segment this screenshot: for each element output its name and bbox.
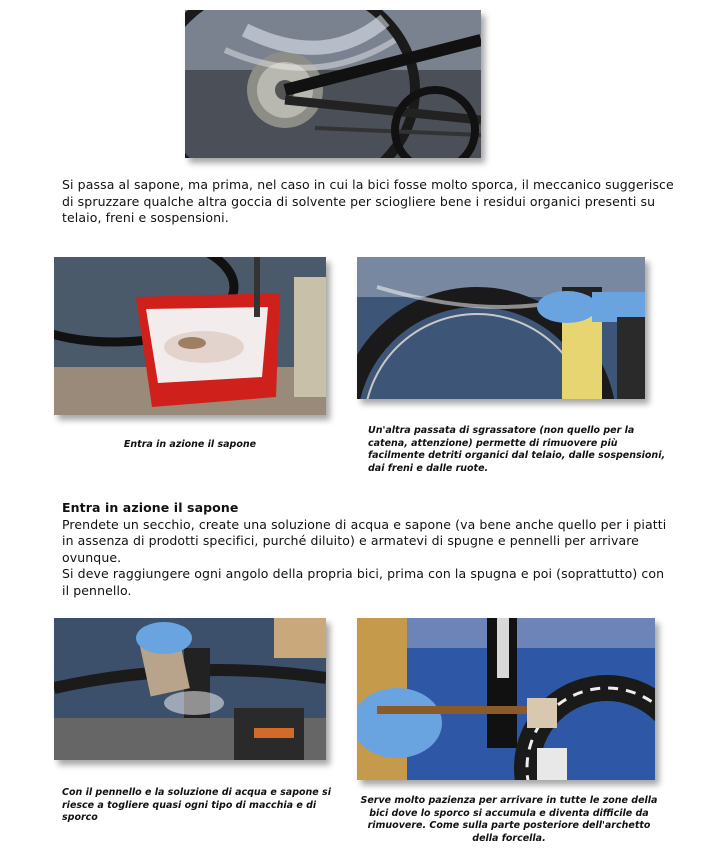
brush-fork-photo [357, 618, 655, 780]
intro-line: telaio, freni e sospensioni. [62, 210, 229, 225]
bucket-caption-text: Entra in azione il sapone [123, 439, 257, 450]
brush-fork-caption-line: rimuovere. Come sulla parte posteriore dell'archetto [367, 820, 651, 831]
brush-fork-caption-line: bici dove lo sporco si accumula e diventa difficile da [369, 807, 649, 819]
brush-fork-caption-line: Serve molto pazienza per arrivare in tutte le zone della [360, 795, 658, 806]
spray-caption-line: facilmente detriti organici dal telaio, dalle sospensioni, [368, 450, 666, 461]
spray-caption-line: dai freni e dalle ruote. [368, 462, 489, 474]
bucket-caption [54, 439, 326, 452]
degreaser-spray-wheel-photo [357, 257, 645, 399]
section-heading: Entra in azione il sapone [62, 500, 239, 515]
spray-caption-line: Un'altra passata di sgrassatore (non quello per la [368, 425, 635, 436]
section-line: Prendete un secchio, create una soluzione di acqua e sapone (va bene anche quello per i piatti [62, 516, 667, 532]
soap-bucket-photo [54, 257, 326, 415]
section-line: Si deve raggiungere ogni angolo della propria bici, prima con la spugna e poi (soprattutto) con [62, 566, 665, 581]
intro-paragraph [62, 177, 674, 227]
brush-handlebar-caption-line: sporco [62, 812, 98, 823]
section-line: in assenza di prodotti specifici, purché diluito) e armatevi di spugne e pennelli per arrivare [62, 533, 639, 548]
section-line: il pennello. [62, 582, 132, 598]
bike-rear-cassette-spray-photo [185, 10, 481, 158]
brush-fork-caption [352, 795, 666, 845]
spray-caption [368, 425, 666, 475]
spray-caption-line: catena, attenzione) permette di rimuovere più [368, 437, 618, 449]
soap-section [62, 500, 667, 599]
brush-handlebar-caption-line: riesce a togliere quasi ogni tipo di macchia e di [62, 799, 317, 811]
brush-handlebar-caption-line: Con il pennello e la soluzione di acqua e sapone si [62, 787, 331, 798]
brush-handlebar-caption [62, 787, 342, 825]
intro-line: Si passa al sapone, ma prima, nel caso in cui la bici fosse molto sporca, il meccanico suggerisce [62, 177, 674, 192]
brush-fork-caption-line: della forcella. [472, 832, 546, 844]
section-line: ovunque. [62, 549, 122, 565]
intro-line: di spruzzare qualche altra goccia di solvente per sciogliere bene i residui organici presenti su [62, 193, 656, 209]
brush-handlebar-photo [54, 618, 326, 760]
